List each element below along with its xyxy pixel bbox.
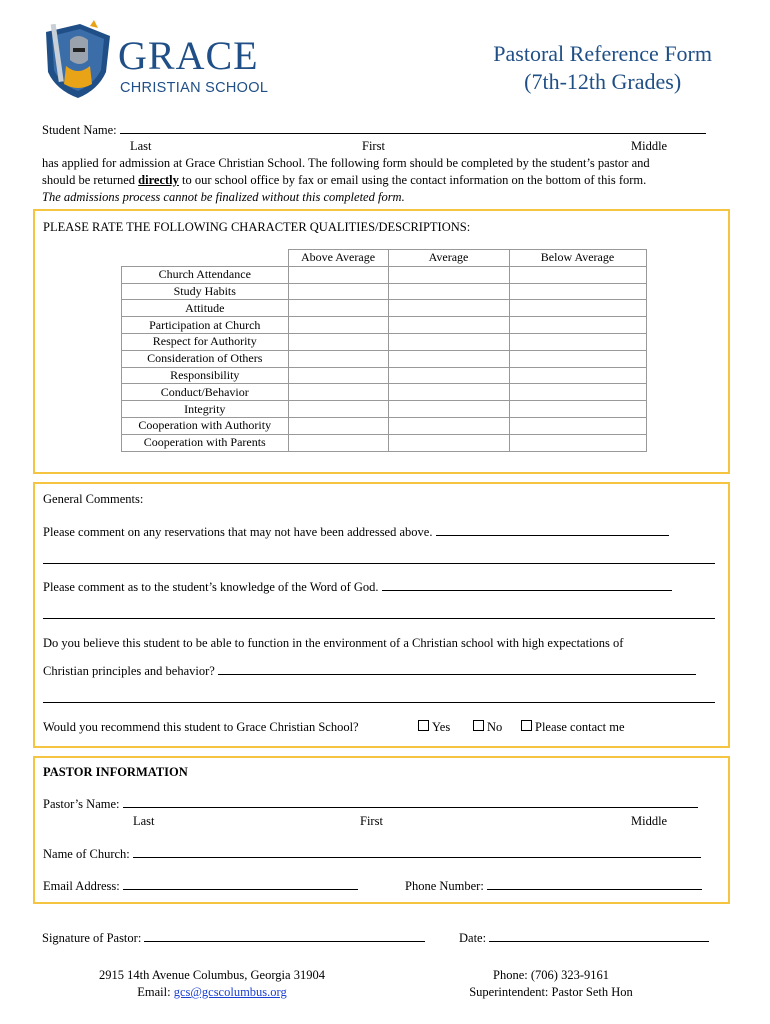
footer-email-line: Email: gcs@gcscolumbus.org bbox=[137, 985, 287, 999]
rating-row-label: Responsibility bbox=[122, 367, 289, 384]
rating-row-label: Conduct/Behavior bbox=[122, 384, 289, 401]
rating-cell-below-average[interactable] bbox=[509, 283, 646, 300]
rating-cell-below-average[interactable] bbox=[509, 333, 646, 350]
rating-cell-average[interactable] bbox=[388, 417, 509, 434]
form-title-line1: Pastoral Reference Form bbox=[493, 41, 712, 66]
recommend-contact-option[interactable]: Please contact me bbox=[521, 719, 625, 736]
rating-cell-above-average[interactable] bbox=[288, 333, 388, 350]
pastor-middle-caption: Middle bbox=[631, 814, 668, 828]
rating-cell-above-average[interactable] bbox=[288, 283, 388, 300]
rating-cell-below-average[interactable] bbox=[509, 350, 646, 367]
rating-row-label: Attitude bbox=[122, 300, 289, 317]
rating-cell-above-average[interactable] bbox=[288, 384, 388, 401]
ratings-table bbox=[121, 249, 647, 452]
comments-section bbox=[33, 482, 730, 748]
footer-contact-block bbox=[430, 967, 672, 1001]
comment-q1-extra-line[interactable] bbox=[43, 563, 715, 564]
rating-cell-above-average[interactable] bbox=[288, 434, 388, 451]
rating-row bbox=[122, 350, 647, 367]
rating-cell-below-average[interactable] bbox=[509, 300, 646, 317]
phone-line[interactable] bbox=[487, 878, 702, 890]
rating-row-label: Church Attendance bbox=[122, 266, 289, 283]
rating-row bbox=[122, 434, 647, 451]
student-first-caption: First bbox=[362, 139, 385, 153]
student-middle-caption: Middle bbox=[631, 139, 668, 153]
pastor-section bbox=[33, 756, 730, 904]
form-title-line2: (7th-12th Grades) bbox=[524, 69, 682, 94]
pastor-first-caption: First bbox=[360, 814, 383, 828]
pastor-heading: PASTOR INFORMATION bbox=[43, 765, 188, 779]
rating-row bbox=[122, 401, 647, 418]
rating-cell-average[interactable] bbox=[388, 384, 509, 401]
rating-cell-average[interactable] bbox=[388, 367, 509, 384]
pastor-name-field[interactable]: Pastor’s Name: bbox=[43, 796, 698, 813]
signature-field[interactable]: Signature of Pastor: bbox=[42, 930, 425, 947]
intro-line-2: should be returned directly to our school office by fax or email using the contact information on the bottom of this form. bbox=[42, 173, 647, 187]
rating-row bbox=[122, 417, 647, 434]
rating-row bbox=[122, 266, 647, 283]
rating-row-label: Study Habits bbox=[122, 283, 289, 300]
rating-cell-below-average[interactable] bbox=[509, 266, 646, 283]
church-name-field[interactable]: Name of Church: bbox=[43, 846, 701, 863]
recommend-yes-option[interactable]: Yes bbox=[418, 719, 450, 736]
comment-q3-line-a: Do you believe this student to be able to function in the environment of a Christian school with high expectations of bbox=[43, 636, 624, 650]
column-above-average: Above Average bbox=[288, 250, 388, 267]
rating-cell-below-average[interactable] bbox=[509, 317, 646, 334]
comment-q1-line[interactable] bbox=[436, 524, 669, 536]
rating-cell-average[interactable] bbox=[388, 300, 509, 317]
comment-q3-line[interactable] bbox=[218, 663, 696, 675]
rating-row-label: Integrity bbox=[122, 401, 289, 418]
rating-row-label: Cooperation with Authority bbox=[122, 417, 289, 434]
email-field[interactable]: Email Address: bbox=[43, 878, 358, 895]
intro-line-3: The admissions process cannot be finalized without this completed form. bbox=[42, 190, 405, 204]
recommend-question bbox=[43, 719, 723, 736]
rating-cell-below-average[interactable] bbox=[509, 367, 646, 384]
rating-row-label: Respect for Authority bbox=[122, 333, 289, 350]
rating-row bbox=[122, 333, 647, 350]
footer-phone: Phone: (706) 323-9161 bbox=[493, 968, 609, 982]
rating-cell-below-average[interactable] bbox=[509, 401, 646, 418]
rating-cell-average[interactable] bbox=[388, 401, 509, 418]
rating-cell-average[interactable] bbox=[388, 283, 509, 300]
footer-email-link[interactable]: gcs@gcscolumbus.org bbox=[173, 985, 287, 999]
knight-mascot-icon bbox=[40, 18, 116, 102]
date-line[interactable] bbox=[489, 930, 709, 942]
rating-cell-above-average[interactable] bbox=[288, 317, 388, 334]
comment-q3-extra-line[interactable] bbox=[43, 702, 715, 703]
intro-emphasis: directly bbox=[138, 173, 179, 187]
student-name-line[interactable] bbox=[120, 122, 706, 134]
footer-address: 2915 14th Avenue Columbus, Georgia 31904 bbox=[99, 968, 325, 982]
rating-cell-above-average[interactable] bbox=[288, 300, 388, 317]
footer-address-block bbox=[42, 967, 382, 1001]
logo-wordmark: GRACE bbox=[118, 33, 259, 78]
rating-cell-average[interactable] bbox=[388, 317, 509, 334]
rating-cell-below-average[interactable] bbox=[509, 417, 646, 434]
school-logo bbox=[40, 18, 280, 102]
rating-cell-above-average[interactable] bbox=[288, 350, 388, 367]
column-average: Average bbox=[388, 250, 509, 267]
comments-heading: General Comments: bbox=[43, 492, 144, 506]
form-title bbox=[493, 40, 712, 96]
comment-q2-extra-line[interactable] bbox=[43, 618, 715, 619]
email-line[interactable] bbox=[123, 878, 358, 890]
logo-subtitle: CHRISTIAN SCHOOL bbox=[120, 80, 269, 96]
rating-row bbox=[122, 300, 647, 317]
signature-line[interactable] bbox=[144, 930, 425, 942]
rating-row bbox=[122, 367, 647, 384]
column-below-average: Below Average bbox=[509, 250, 646, 267]
rating-row-label: Participation at Church bbox=[122, 317, 289, 334]
ratings-heading: PLEASE RATE THE FOLLOWING CHARACTER QUALITIES/DESCRIPTIONS: bbox=[43, 220, 471, 234]
rating-row bbox=[122, 283, 647, 300]
comment-q2-line[interactable] bbox=[382, 579, 672, 591]
date-field[interactable]: Date: bbox=[459, 930, 709, 947]
rating-cell-average[interactable] bbox=[388, 350, 509, 367]
pastor-last-caption: Last bbox=[133, 814, 155, 828]
rating-row bbox=[122, 317, 647, 334]
rating-row-label: Cooperation with Parents bbox=[122, 434, 289, 451]
rating-cell-average[interactable] bbox=[388, 333, 509, 350]
ratings-header-row bbox=[122, 250, 647, 267]
rating-cell-above-average[interactable] bbox=[288, 367, 388, 384]
comment-q2[interactable]: Please comment as to the student’s knowledge of the Word of God. bbox=[43, 579, 672, 596]
rating-cell-average[interactable] bbox=[388, 434, 509, 451]
church-name-line[interactable] bbox=[133, 846, 701, 858]
ratings-section bbox=[33, 209, 730, 474]
intro-line-1: has applied for admission at Grace Christian School. The following form should be completed by the student’s pastor and bbox=[42, 156, 650, 170]
rating-cell-average[interactable] bbox=[388, 266, 509, 283]
rating-cell-below-average[interactable] bbox=[509, 384, 646, 401]
rating-cell-below-average[interactable] bbox=[509, 434, 646, 451]
rating-row bbox=[122, 384, 647, 401]
recommend-label: Would you recommend this student to Grace Christian School? bbox=[43, 720, 359, 734]
student-last-caption: Last bbox=[130, 139, 152, 153]
footer-superintendent: Superintendent: Pastor Seth Hon bbox=[469, 985, 633, 999]
rating-row-label: Consideration of Others bbox=[122, 350, 289, 367]
student-name-label: Student Name: bbox=[42, 123, 117, 137]
checkbox-icon[interactable] bbox=[473, 720, 484, 731]
intro-paragraph bbox=[42, 155, 732, 206]
rating-cell-above-average[interactable] bbox=[288, 417, 388, 434]
rating-cell-above-average[interactable] bbox=[288, 401, 388, 418]
phone-field[interactable]: Phone Number: bbox=[405, 878, 702, 895]
comment-q3[interactable]: Christian principles and behavior? bbox=[43, 663, 696, 680]
checkbox-icon[interactable] bbox=[521, 720, 532, 731]
recommend-no-option[interactable]: No bbox=[473, 719, 502, 736]
pastor-name-line[interactable] bbox=[123, 796, 698, 808]
rating-cell-above-average[interactable] bbox=[288, 266, 388, 283]
checkbox-icon[interactable] bbox=[418, 720, 429, 731]
student-name-field[interactable] bbox=[42, 122, 706, 139]
comment-q1[interactable]: Please comment on any reservations that may not have been addressed above. bbox=[43, 524, 669, 541]
